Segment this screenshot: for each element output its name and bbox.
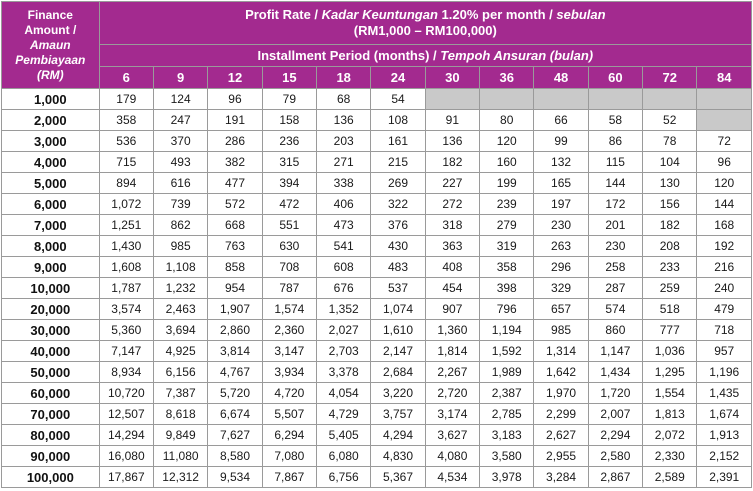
- installment-value-cell: 108: [371, 110, 425, 131]
- installment-value-cell: 3,934: [262, 362, 316, 383]
- installment-value-cell: 96: [208, 89, 262, 110]
- unavailable-cell: [697, 110, 752, 131]
- installment-value-cell: 2,720: [425, 383, 479, 404]
- installment-value-cell: 1,814: [425, 341, 479, 362]
- installment-value-cell: 1,232: [153, 278, 207, 299]
- installment-value-cell: 315: [262, 152, 316, 173]
- installment-value-cell: 2,627: [534, 425, 588, 446]
- installment-value-cell: 1,970: [534, 383, 588, 404]
- installment-value-cell: 536: [99, 131, 153, 152]
- installment-value-cell: 6,080: [317, 446, 371, 467]
- installment-value-cell: 272: [425, 194, 479, 215]
- installment-value-cell: 1,430: [99, 236, 153, 257]
- installment-value-cell: 199: [480, 173, 534, 194]
- installment-value-cell: 1,435: [697, 383, 752, 404]
- installment-value-cell: 1,913: [697, 425, 752, 446]
- installment-value-cell: 4,925: [153, 341, 207, 362]
- unavailable-cell: [425, 89, 479, 110]
- profit-rate-header: [99, 2, 751, 45]
- installment-value-cell: 191: [208, 110, 262, 131]
- installment-value-cell: 8,618: [153, 404, 207, 425]
- finance-amount-cell: 50,000: [2, 362, 100, 383]
- installment-value-cell: 376: [371, 215, 425, 236]
- installment-value-cell: 1,196: [697, 362, 752, 383]
- installment-value-cell: 763: [208, 236, 262, 257]
- month-column-header: 12: [208, 66, 262, 88]
- installment-value-cell: 12,312: [153, 467, 207, 488]
- installment-value-cell: 8,934: [99, 362, 153, 383]
- installment-value-cell: 394: [262, 173, 316, 194]
- installment-value-cell: 10,720: [99, 383, 153, 404]
- installment-value-cell: 296: [534, 257, 588, 278]
- month-column-header: 84: [697, 66, 752, 88]
- profit-rate-italic-2: sebulan: [556, 6, 606, 22]
- installment-value-cell: 2,072: [643, 425, 697, 446]
- installment-value-cell: 1,720: [588, 383, 642, 404]
- installment-value-cell: 2,147: [371, 341, 425, 362]
- installment-value-cell: 1,352: [317, 299, 371, 320]
- installment-value-cell: 3,757: [371, 404, 425, 425]
- finance-amount-cell: 10,000: [2, 278, 100, 299]
- installment-value-cell: 358: [480, 257, 534, 278]
- installment-value-cell: 120: [697, 173, 752, 194]
- installment-value-cell: 862: [153, 215, 207, 236]
- installment-value-cell: 1,787: [99, 278, 153, 299]
- installment-value-cell: 5,405: [317, 425, 371, 446]
- month-header-row: [2, 66, 752, 88]
- installment-value-cell: 477: [208, 173, 262, 194]
- installment-value-cell: 104: [643, 152, 697, 173]
- installment-value-cell: 9,534: [208, 467, 262, 488]
- finance-amount-cell: 100,000: [2, 467, 100, 488]
- unavailable-cell: [588, 89, 642, 110]
- table-row: [2, 89, 752, 110]
- installment-value-cell: 3,174: [425, 404, 479, 425]
- installment-value-cell: 4,080: [425, 446, 479, 467]
- installment-value-cell: 329: [534, 278, 588, 299]
- installment-value-cell: 907: [425, 299, 479, 320]
- table-row: [2, 173, 752, 194]
- installment-value-cell: 80: [480, 110, 534, 131]
- installment-value-cell: 2,294: [588, 425, 642, 446]
- month-column-header: 18: [317, 66, 371, 88]
- installment-value-cell: 156: [643, 194, 697, 215]
- installment-value-cell: 3,978: [480, 467, 534, 488]
- installment-value-cell: 537: [371, 278, 425, 299]
- installment-value-cell: 271: [317, 152, 371, 173]
- installment-value-cell: 777: [643, 320, 697, 341]
- installment-value-cell: 7,147: [99, 341, 153, 362]
- installment-value-cell: 2,860: [208, 320, 262, 341]
- installment-value-cell: 5,367: [371, 467, 425, 488]
- installment-value-cell: 5,720: [208, 383, 262, 404]
- installment-value-cell: 708: [262, 257, 316, 278]
- installment-value-cell: 2,360: [262, 320, 316, 341]
- installment-value-cell: 240: [697, 278, 752, 299]
- installment-value-cell: 1,574: [262, 299, 316, 320]
- table-row: [2, 194, 752, 215]
- installment-value-cell: 3,220: [371, 383, 425, 404]
- installment-value-cell: 1,608: [99, 257, 153, 278]
- finance-amount-cell: 30,000: [2, 320, 100, 341]
- installment-value-cell: 657: [534, 299, 588, 320]
- installment-value-cell: 4,534: [425, 467, 479, 488]
- currency-label: (RM): [36, 67, 64, 82]
- finance-range: (RM1,000 – RM100,000): [353, 22, 497, 38]
- table-row: [2, 425, 752, 446]
- installment-value-cell: 258: [588, 257, 642, 278]
- installment-value-cell: 1,108: [153, 257, 207, 278]
- installment-value-cell: 2,330: [643, 446, 697, 467]
- installment-value-cell: 518: [643, 299, 697, 320]
- installment-value-cell: 363: [425, 236, 479, 257]
- installment-value-cell: 2,580: [588, 446, 642, 467]
- installment-value-cell: 115: [588, 152, 642, 173]
- finance-amount-cell: 80,000: [2, 425, 100, 446]
- installment-value-cell: 1,194: [480, 320, 534, 341]
- installment-value-cell: 9,849: [153, 425, 207, 446]
- installment-value-cell: 287: [588, 278, 642, 299]
- table-row: [2, 152, 752, 173]
- installment-value-cell: 382: [208, 152, 262, 173]
- table-row: [2, 215, 752, 236]
- installment-value-cell: 2,391: [697, 467, 752, 488]
- installment-value-cell: 2,785: [480, 404, 534, 425]
- installment-value-cell: 99: [534, 131, 588, 152]
- installment-value-cell: 2,463: [153, 299, 207, 320]
- table-row: [2, 320, 752, 341]
- month-column-header: 15: [262, 66, 316, 88]
- installment-value-cell: 318: [425, 215, 479, 236]
- installment-value-cell: 715: [99, 152, 153, 173]
- installment-value-cell: 54: [371, 89, 425, 110]
- installment-value-cell: 172: [588, 194, 642, 215]
- installment-value-cell: 739: [153, 194, 207, 215]
- installment-value-cell: 52: [643, 110, 697, 131]
- installment-value-cell: 96: [697, 152, 752, 173]
- installment-value-cell: 630: [262, 236, 316, 257]
- installment-value-cell: 319: [480, 236, 534, 257]
- finance-amount-cell: 90,000: [2, 446, 100, 467]
- installment-value-cell: 894: [99, 173, 153, 194]
- finance-amount-cell: 70,000: [2, 404, 100, 425]
- installment-value-cell: 4,767: [208, 362, 262, 383]
- installment-value-cell: 233: [643, 257, 697, 278]
- month-column-header: 72: [643, 66, 697, 88]
- installment-value-cell: 14,294: [99, 425, 153, 446]
- installment-value-cell: 616: [153, 173, 207, 194]
- table-row: [2, 299, 752, 320]
- installment-value-cell: 197: [534, 194, 588, 215]
- installment-value-cell: 263: [534, 236, 588, 257]
- installment-value-cell: 2,955: [534, 446, 588, 467]
- installment-value-cell: 4,729: [317, 404, 371, 425]
- finance-amount-cell: 7,000: [2, 215, 100, 236]
- installment-value-cell: 954: [208, 278, 262, 299]
- installment-value-cell: 1,036: [643, 341, 697, 362]
- table-row: [2, 236, 752, 257]
- installment-value-cell: 1,592: [480, 341, 534, 362]
- table-row: [2, 404, 752, 425]
- installment-value-cell: 551: [262, 215, 316, 236]
- installment-value-cell: 358: [99, 110, 153, 131]
- unavailable-cell: [697, 89, 752, 110]
- installment-value-cell: 130: [643, 173, 697, 194]
- installment-value-cell: 86: [588, 131, 642, 152]
- installment-value-cell: 1,251: [99, 215, 153, 236]
- table-body: [2, 89, 752, 488]
- installment-value-cell: 406: [317, 194, 371, 215]
- installment-value-cell: 1,674: [697, 404, 752, 425]
- installment-value-cell: 136: [317, 110, 371, 131]
- installment-value-cell: 2,589: [643, 467, 697, 488]
- installment-value-cell: 473: [317, 215, 371, 236]
- installment-value-cell: 120: [480, 131, 534, 152]
- month-column-header: 60: [588, 66, 642, 88]
- installment-rate-table: [1, 1, 752, 488]
- installment-value-cell: 718: [697, 320, 752, 341]
- unavailable-cell: [534, 89, 588, 110]
- installment-value-cell: 1,314: [534, 341, 588, 362]
- installment-value-cell: 858: [208, 257, 262, 278]
- installment-value-cell: 2,684: [371, 362, 425, 383]
- installment-value-cell: 7,867: [262, 467, 316, 488]
- installment-value-cell: 203: [317, 131, 371, 152]
- installment-value-cell: 6,156: [153, 362, 207, 383]
- installment-value-cell: 286: [208, 131, 262, 152]
- installment-value-cell: 796: [480, 299, 534, 320]
- installment-value-cell: 247: [153, 110, 207, 131]
- installment-value-cell: 279: [480, 215, 534, 236]
- profit-rate-middle: 1.20% per month /: [437, 6, 557, 22]
- installment-value-cell: 3,574: [99, 299, 153, 320]
- installment-value-cell: 192: [697, 236, 752, 257]
- finance-amount-cell: 20,000: [2, 299, 100, 320]
- installment-value-cell: 4,294: [371, 425, 425, 446]
- installment-value-cell: 3,627: [425, 425, 479, 446]
- amaun-label: Amaun: [29, 37, 71, 52]
- profit-rate-italic-1: Kadar Keuntungan: [321, 6, 438, 22]
- month-column-header: 30: [425, 66, 479, 88]
- installment-value-cell: 201: [588, 215, 642, 236]
- profit-rate-prefix: Profit Rate /: [245, 6, 322, 22]
- installment-value-cell: 68: [317, 89, 371, 110]
- finance-amount-cell: 5,000: [2, 173, 100, 194]
- finance-amount-cell: 40,000: [2, 341, 100, 362]
- installment-value-cell: 2,867: [588, 467, 642, 488]
- installment-value-cell: 2,152: [697, 446, 752, 467]
- installment-value-cell: 7,080: [262, 446, 316, 467]
- installment-value-cell: 132: [534, 152, 588, 173]
- installment-value-cell: 370: [153, 131, 207, 152]
- finance-amount-label: Finance: [27, 7, 73, 22]
- installment-value-cell: 239: [480, 194, 534, 215]
- installment-value-cell: 6,756: [317, 467, 371, 488]
- installment-value-cell: 483: [371, 257, 425, 278]
- table-row: [2, 110, 752, 131]
- installment-value-cell: 179: [99, 89, 153, 110]
- installment-period-header: [99, 44, 751, 66]
- installment-value-cell: 1,434: [588, 362, 642, 383]
- installment-value-cell: 472: [262, 194, 316, 215]
- month-column-header: 9: [153, 66, 207, 88]
- installment-value-cell: 161: [371, 131, 425, 152]
- installment-value-cell: 1,295: [643, 362, 697, 383]
- installment-value-cell: 676: [317, 278, 371, 299]
- installment-value-cell: 4,830: [371, 446, 425, 467]
- pembiayaan-label: Pembiayaan: [15, 52, 86, 67]
- installment-value-cell: 668: [208, 215, 262, 236]
- installment-value-cell: 2,299: [534, 404, 588, 425]
- table-row: [2, 467, 752, 488]
- installment-value-cell: 541: [317, 236, 371, 257]
- installment-value-cell: 79: [262, 89, 316, 110]
- installment-value-cell: 5,360: [99, 320, 153, 341]
- finance-amount-label-2: Amount /: [24, 22, 77, 37]
- table-row: [2, 446, 752, 467]
- installment-value-cell: 3,378: [317, 362, 371, 383]
- installment-value-cell: 5,507: [262, 404, 316, 425]
- installment-value-cell: 493: [153, 152, 207, 173]
- installment-value-cell: 66: [534, 110, 588, 131]
- installment-value-cell: 6,674: [208, 404, 262, 425]
- installment-value-cell: 2,007: [588, 404, 642, 425]
- installment-value-cell: 259: [643, 278, 697, 299]
- installment-value-cell: 1,072: [99, 194, 153, 215]
- installment-value-cell: 1,989: [480, 362, 534, 383]
- table-row: [2, 341, 752, 362]
- installment-value-cell: 144: [697, 194, 752, 215]
- installment-value-cell: 236: [262, 131, 316, 152]
- installment-value-cell: 144: [588, 173, 642, 194]
- installment-value-cell: 574: [588, 299, 642, 320]
- finance-amount-cell: 60,000: [2, 383, 100, 404]
- installment-value-cell: 16,080: [99, 446, 153, 467]
- installment-value-cell: 3,284: [534, 467, 588, 488]
- table-row: [2, 278, 752, 299]
- installment-value-cell: 8,580: [208, 446, 262, 467]
- installment-value-cell: 227: [425, 173, 479, 194]
- installment-value-cell: 338: [317, 173, 371, 194]
- table-row: [2, 383, 752, 404]
- installment-value-cell: 860: [588, 320, 642, 341]
- finance-amount-cell: 6,000: [2, 194, 100, 215]
- installment-value-cell: 398: [480, 278, 534, 299]
- installment-value-cell: 454: [425, 278, 479, 299]
- installment-value-cell: 17,867: [99, 467, 153, 488]
- installment-period-italic: Tempoh Ansuran (bulan): [440, 47, 594, 63]
- installment-value-cell: 216: [697, 257, 752, 278]
- installment-value-cell: 72: [697, 131, 752, 152]
- installment-value-cell: 1,907: [208, 299, 262, 320]
- installment-value-cell: 11,080: [153, 446, 207, 467]
- installment-period-prefix: Installment Period (months) /: [257, 47, 441, 63]
- installment-value-cell: 1,554: [643, 383, 697, 404]
- installment-value-cell: 787: [262, 278, 316, 299]
- table-row: [2, 362, 752, 383]
- installment-value-cell: 2,267: [425, 362, 479, 383]
- installment-value-cell: 165: [534, 173, 588, 194]
- finance-amount-cell: 1,000: [2, 89, 100, 110]
- installment-value-cell: 1,813: [643, 404, 697, 425]
- finance-amount-header: [2, 2, 100, 89]
- installment-value-cell: 1,610: [371, 320, 425, 341]
- installment-value-cell: 4,720: [262, 383, 316, 404]
- installment-value-cell: 6,294: [262, 425, 316, 446]
- installment-value-cell: 160: [480, 152, 534, 173]
- installment-value-cell: 124: [153, 89, 207, 110]
- installment-value-cell: 572: [208, 194, 262, 215]
- finance-amount-cell: 2,000: [2, 110, 100, 131]
- installment-value-cell: 957: [697, 341, 752, 362]
- installment-value-cell: 78: [643, 131, 697, 152]
- installment-value-cell: 230: [588, 236, 642, 257]
- table-row: [2, 131, 752, 152]
- installment-value-cell: 269: [371, 173, 425, 194]
- installment-value-cell: 608: [317, 257, 371, 278]
- month-column-header: 36: [480, 66, 534, 88]
- unavailable-cell: [643, 89, 697, 110]
- installment-value-cell: 7,627: [208, 425, 262, 446]
- unavailable-cell: [480, 89, 534, 110]
- installment-value-cell: 3,814: [208, 341, 262, 362]
- installment-value-cell: 1,147: [588, 341, 642, 362]
- installment-value-cell: 408: [425, 257, 479, 278]
- installment-value-cell: 158: [262, 110, 316, 131]
- finance-amount-cell: 3,000: [2, 131, 100, 152]
- installment-value-cell: 12,507: [99, 404, 153, 425]
- finance-amount-cell: 4,000: [2, 152, 100, 173]
- installment-value-cell: 182: [643, 215, 697, 236]
- installment-value-cell: 2,027: [317, 320, 371, 341]
- installment-value-cell: 3,147: [262, 341, 316, 362]
- installment-value-cell: 215: [371, 152, 425, 173]
- installment-value-cell: 3,694: [153, 320, 207, 341]
- installment-value-cell: 7,387: [153, 383, 207, 404]
- installment-value-cell: 985: [534, 320, 588, 341]
- installment-value-cell: 479: [697, 299, 752, 320]
- installment-value-cell: 182: [425, 152, 479, 173]
- installment-value-cell: 58: [588, 110, 642, 131]
- installment-value-cell: 2,387: [480, 383, 534, 404]
- installment-value-cell: 230: [534, 215, 588, 236]
- month-column-header: 24: [371, 66, 425, 88]
- installment-value-cell: 208: [643, 236, 697, 257]
- finance-amount-cell: 8,000: [2, 236, 100, 257]
- installment-value-cell: 1,360: [425, 320, 479, 341]
- installment-value-cell: 2,703: [317, 341, 371, 362]
- installment-value-cell: 1,074: [371, 299, 425, 320]
- finance-amount-cell: 9,000: [2, 257, 100, 278]
- installment-value-cell: 3,580: [480, 446, 534, 467]
- installment-value-cell: 985: [153, 236, 207, 257]
- installment-value-cell: 4,054: [317, 383, 371, 404]
- month-column-header: 48: [534, 66, 588, 88]
- table-row: [2, 257, 752, 278]
- month-column-header: 6: [99, 66, 153, 88]
- installment-value-cell: 168: [697, 215, 752, 236]
- installment-value-cell: 91: [425, 110, 479, 131]
- installment-value-cell: 1,642: [534, 362, 588, 383]
- installment-value-cell: 430: [371, 236, 425, 257]
- installment-value-cell: 322: [371, 194, 425, 215]
- installment-value-cell: 136: [425, 131, 479, 152]
- installment-value-cell: 3,183: [480, 425, 534, 446]
